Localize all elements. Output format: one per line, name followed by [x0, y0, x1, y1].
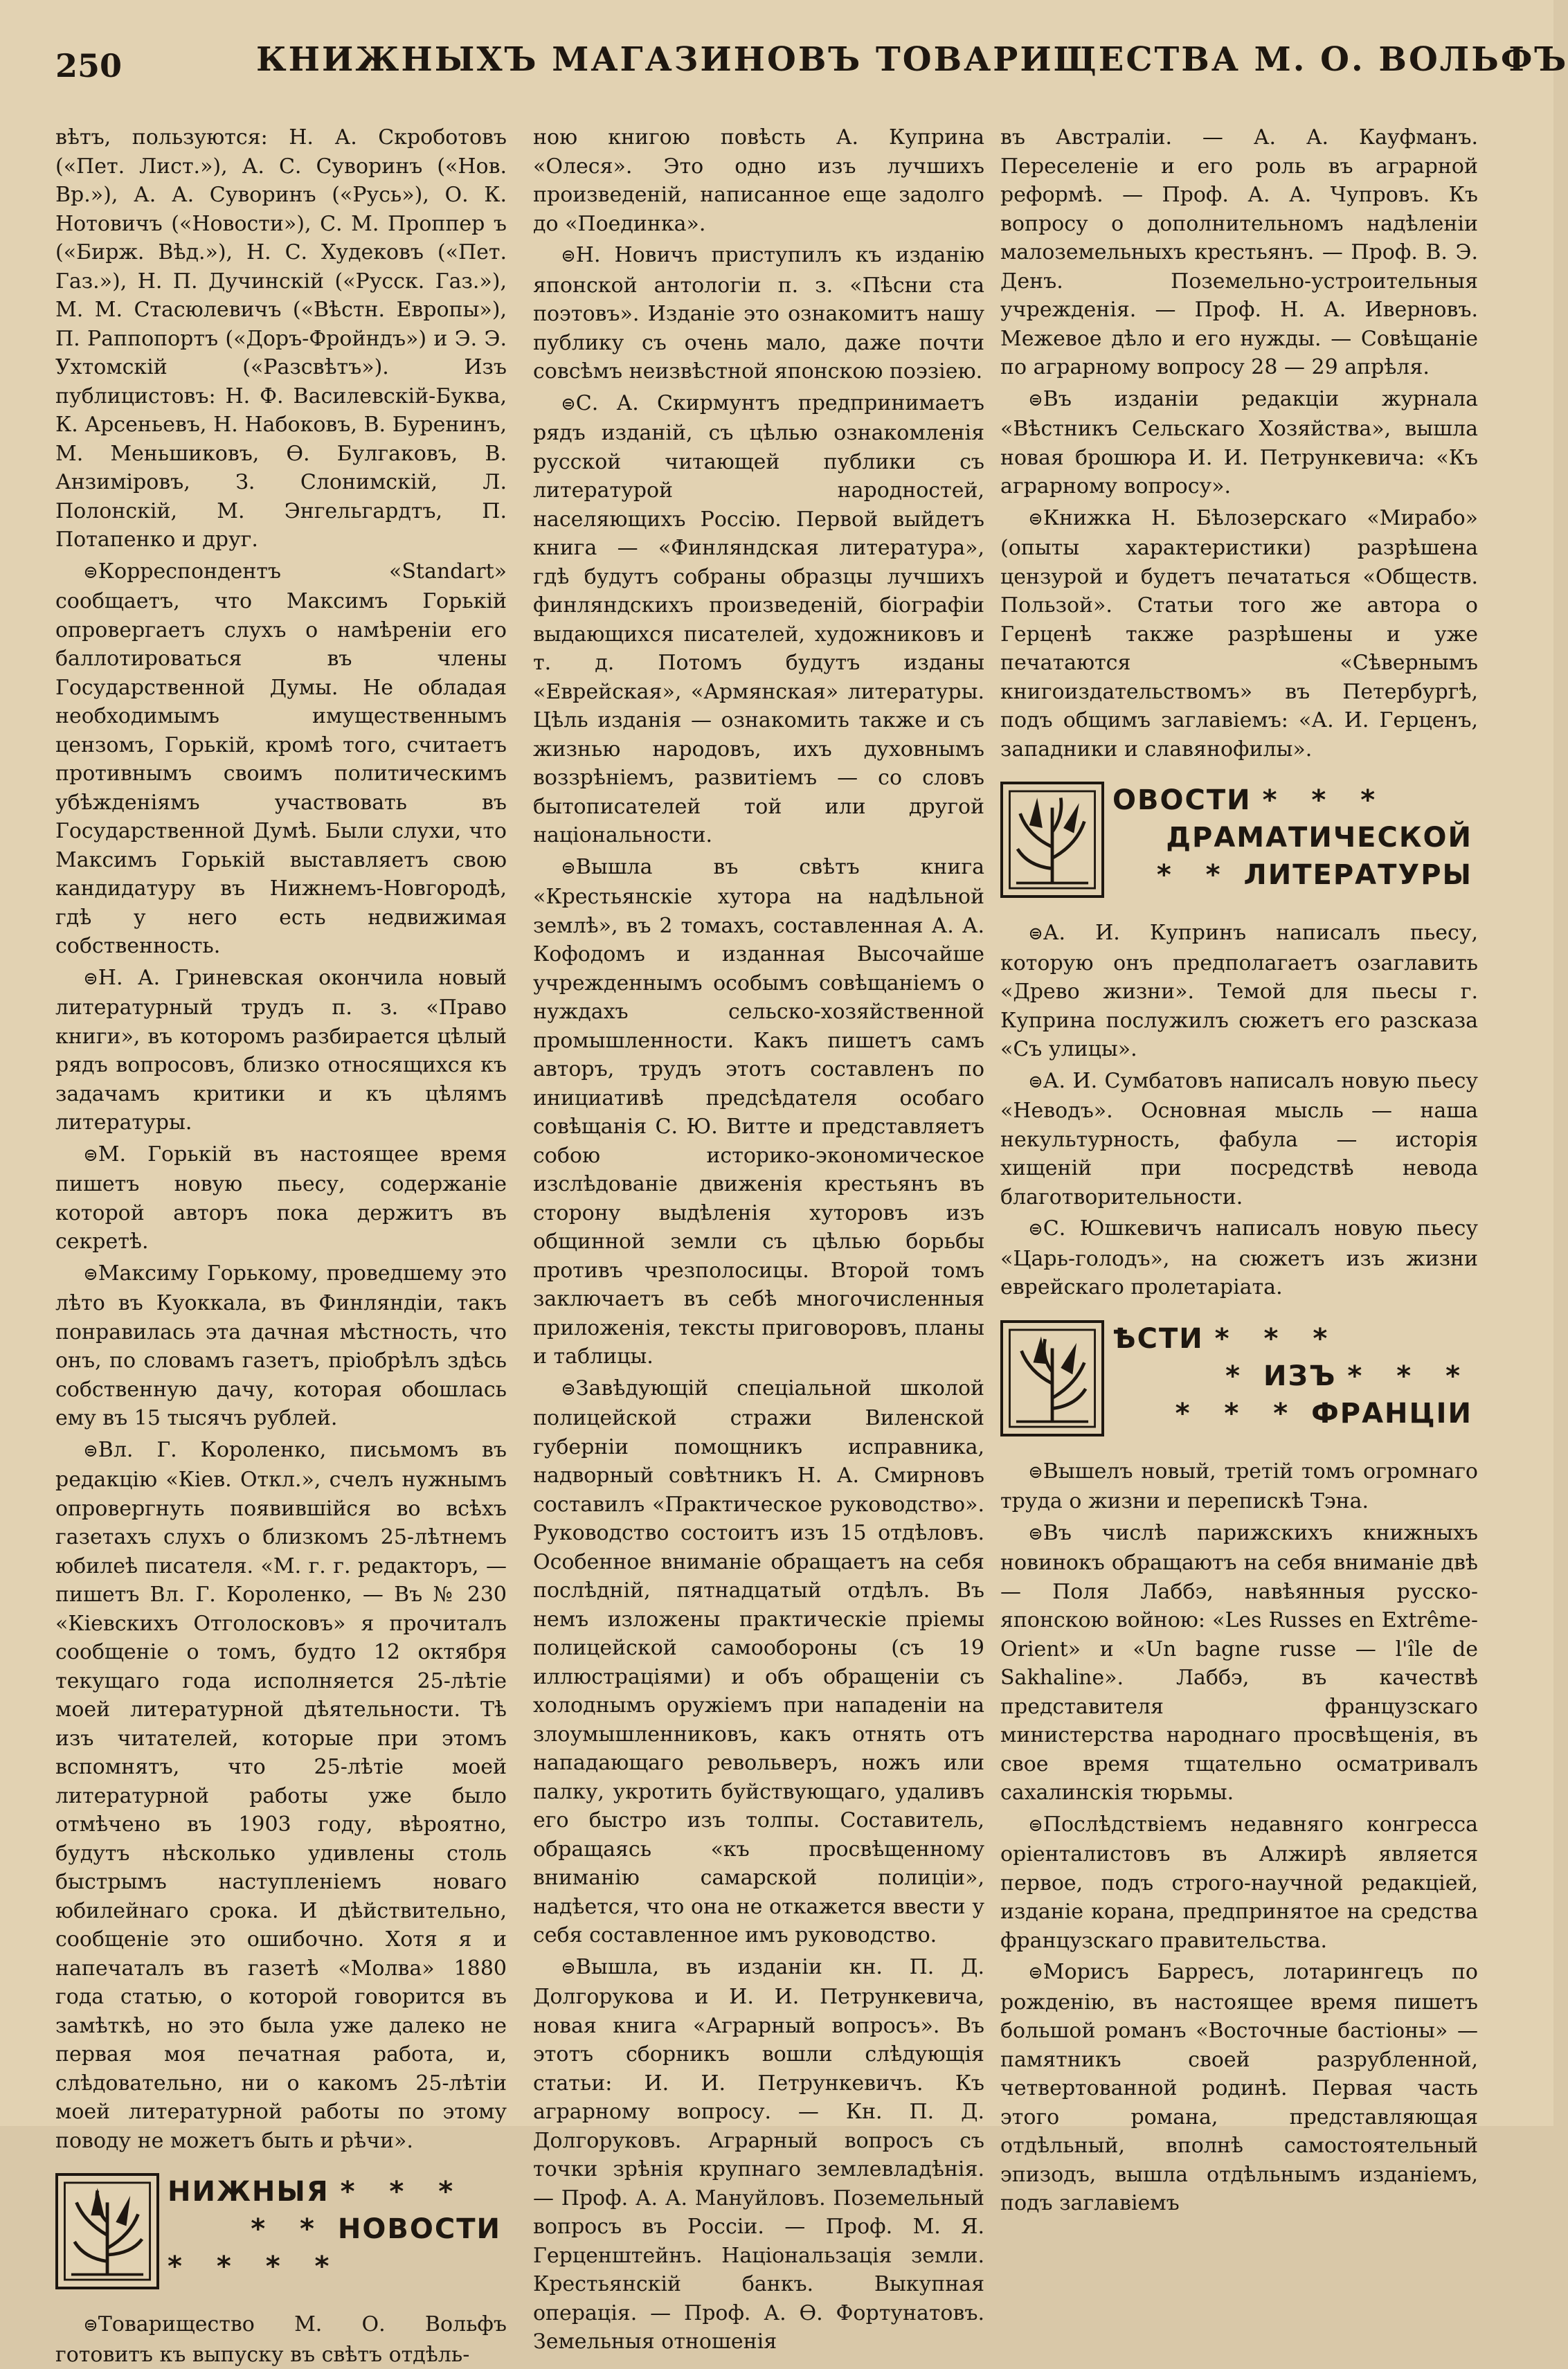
paragraph: ⊜ Вышла въ свѣтъ книга «Крестьянскіе хутора на надѣльной землѣ», въ 2 томахъ, составленная А. А. Кофодомъ и изданная Высочайше учрежденнымъ особымъ совѣщаніемъ о нуждахъ сельско-хозяйственной промышленности. Какъ пишетъ самъ авторъ, трудъ этотъ составленъ по инициативѣ предсѣдателя особаго совѣщанія С. Ю. Витте и представляетъ собою историко-экономическое изслѣдованіе движенія крестьянъ въ сторону выдѣленія хуторовъ изъ общинной земли съ цѣлью борьбы противъ чрезполосицы. Второй томъ заключаетъ въ себѣ многочисленныя приложенія, тексты приговоровъ, планы и таблицы. [533, 853, 984, 1371]
rubric-book-news [55, 2173, 507, 2289]
rubric-title [1104, 782, 1478, 898]
rubric-title [159, 2173, 507, 2289]
ornamental-initial-k [55, 2173, 159, 2289]
rubric-title [1104, 1320, 1478, 1436]
ornamental-initial-v [1000, 1320, 1104, 1436]
paragraph: ⊜ С. А. Скирмунтъ предпринимаетъ рядъ изданій, съ цѣлью ознакомленія русской читающей публики съ литературой народностей, населяющихъ Россію. Первой выйдетъ книга — «Финляндская литература», гдѣ будутъ собраны образцы лучшихъ финляндскихъ произведеній, біографіи выдающихся писателей, художниковъ и т. д. Потомъ будутъ изданы «Еврейская», «Армянская» литературы. Цѣль изданія — ознакомить также и съ жизнью народовъ, ихъ духовнымъ воззрѣніемъ, развитіемъ — со словъ бытописателей той или другой національности. [533, 389, 984, 850]
paragraph: ⊜ Вышла, въ изданіи кн. П. Д. Долгорукова и И. И. Петрункевича, новая книга «Аграрный вопросъ». Въ этотъ сборникъ вошли слѣдующія статьи: И. И. Петрункевичъ. Къ аграрному вопросу. — Кн. П. Д. Долгоруковъ. Аграрный вопросъ съ точки зрѣнія крупнаго землевладѣнія. — Проф. А. А. Мануйловъ. Поземельный вопросъ въ Россіи. — Проф. М. Я. Герценштейнъ. Національзація земли. Крестьянскій банкъ. Выкупная операція. — Проф. А. Ѳ. Фортунатовъ. Земельныя отношенія [533, 1953, 984, 2357]
rubric-word: ДРАМАТИЧЕСКОЙ [1166, 822, 1472, 854]
rubric-stars: * * * [1175, 1397, 1301, 1430]
paragraph: ⊜ Н. А. Гриневская окончила новый литературный трудъ п. з. «Право книги», въ которомъ разбирается цѣлый рядъ вопросовъ, близко относящихся къ задачамъ критики и къ цѣлямъ литературы. [55, 964, 507, 1137]
rubric-stars: * * * [1214, 1322, 1340, 1355]
running-title: КНИЖНЫХЪ МАГАЗИНОВЪ ТОВАРИЩЕСТВА М. О. ВОЛЬФЪ [256, 40, 1568, 79]
rubric-stars: * * [1156, 859, 1233, 891]
paragraph: ⊜ М. Горькій въ настоящее время пишетъ новую пьесу, содержаніе которой авторъ пока держитъ въ секретѣ. [55, 1140, 507, 1256]
paragraph: ⊜ А. И. Купринъ написалъ пьесу, которую онъ предполагаетъ озаглавить «Древо жизни». Темой для пьесы г. Куприна послужилъ сюжетъ его разсказа «Съ улицы». [1000, 919, 1478, 1064]
rubric-word: ИЗЪ [1263, 1360, 1337, 1392]
paragraph: ⊜ Вл. Г. Короленко, письмомъ въ редакцію «Кіев. Откл.», счелъ нужнымъ опровергнуть появившійся во всѣхъ газетахъ слухъ о близкомъ 25-лѣтнемъ юбилеѣ писателя. «М. г. г. редакторъ, — пишетъ Вл. Г. Короленко, — Въ № 230 «Кіевскихъ Отголосковъ» я прочиталъ сообщеніе о томъ, будто 12 октября текущаго года исполняется 25-лѣтіе моей литературной дѣятельности. Тѣ изъ читателей, которые при этомъ вспомнятъ, что 25-лѣтіе моей литературной работы уже было отмѣчено въ 1903 году, вѣроятно, будутъ нѣсколько удивлены столь быстрымъ наступленіемъ новаго юбилейнаго срока. И дѣйствительно, сообщеніе это ошибочно. Хотя я и напечаталъ въ газетѣ «Молва» 1880 года статью, о которой говорится въ замѣткѣ, но это была уже далеко не первая моя печатная работа, и, слѣдовательно, ни о какомъ 25-лѣтіи моей литературной работы по этому поводу не можетъ быть и рѣчи». [55, 1436, 507, 2156]
rubric-dramatic-news [1000, 782, 1478, 898]
page-header [55, 28, 1568, 104]
paragraph: ⊜ Послѣдствіемъ недавняго конгресса оріенталистовъ въ Алжирѣ является первое, подъ строго-научной редакціей, изданіе корана, предпринятое на средства французскаго правительства. [1000, 1810, 1478, 1956]
page-number: 250 [55, 47, 123, 84]
column-3 [1000, 123, 1478, 2215]
paragraph: ⊜ Морисъ Барресъ, лотарингецъ по рожденію, въ настоящее время пишетъ большой романъ «Восточные бастіоны» — памятникъ своей разрубленной, четвертованной родинѣ. Первая часть этого романа, представляющая отдѣльный, вполнѣ самостоятельный эпизодъ, вышла отдѣльнымъ изданіемъ, подъ заглавіемъ [1000, 1958, 1478, 2218]
rubric-word: НИЖНЫЯ [168, 2176, 330, 2208]
column-1 [55, 123, 507, 2367]
ornament-plant-icon [1003, 784, 1101, 895]
ornament-plant-icon [1003, 1323, 1101, 1434]
paragraph: ⊜ Завѣдующій спеціальной школой полицейской стражи Виленской губерніи помощникъ исправника, надворный совѣтникъ Н. А. Смирновъ составилъ «Практическое руководство». Руководство состоитъ изъ 15 отдѣловъ. Особенное вниманіе обращаетъ на себя послѣдній, пятнадцатый отдѣлъ. Въ немъ изложены практическіе пріемы полицейской самообороны (съ 19 иллюстраціями) и объ обращеніи съ холоднымъ оружіемъ при нападеніи на злоумышленниковъ, какъ отнять отъ нападающаго револьверъ, ножъ или палку, укротить буйствующаго, удаливъ его быстро изъ толпы. Составитель, обращаясь «къ просвѣщенному вниманію самарской полиціи», надѣется, что она не откажется ввести у себя составленное имъ руководство. [533, 1374, 984, 1950]
paragraph: въ Австраліи. — А. А. Кауфманъ. Переселеніе и его роль въ аграрной реформѣ. — Проф. А. А. Чупровъ. Къ вопросу о дополнительномъ надѣленіи малоземельныхъ крестьянъ. — Проф. В. Э. Денъ. Поземельно-устроительныя учрежденія. — Проф. Н. А. Иверновъ. Межевое дѣло и его нужды. — Совѣщаніе по аграрному вопросу 28 — 29 апрѣля. [1000, 125, 1478, 379]
paragraph: вѣтъ, пользуются: Н. А. Скроботовъ («Пет. Лист.»), А. С. Суворинъ («Нов. Вр.»), А. А. Суворинъ («Русь»), О. К. Нотовичъ («Новости»), С. М. Проппер ъ («Бирж. Вѣд.»), Н. С. Худековъ («Пет. Газ.»), Н. П. Дучинскій («Русск. Газ.»), М. М. Стасюлевичъ («Вѣстн. Европы»), П. Раппопортъ («Доръ-Фройндъ») и Э. Э. Ухтомскій («Разсвѣтъ»). Изъ публицистовъ: Н. Ф. Василевскій-Буква, К. Арсеньевъ, Н. Набоковъ, В. Буренинъ, М. Меньшиковъ, Ѳ. Булгаковъ, В. Анзиміровъ, З. Слонимскій, Л. Полонскій, М. Энгельгардтъ, П. Потапенко и друг. [55, 125, 507, 552]
rubric-word: ФРАНЦІИ [1311, 1397, 1472, 1430]
paragraph: ⊜ Корреспондентъ «Standart» сообщаетъ, что Максимъ Горькій опровергаетъ слухъ о намѣреніи его баллотироваться въ члены Государственной Думы. Не обладая необходимымъ имущественнымъ цензомъ, Горькій, кромѣ того, считаетъ противнымъ своимъ политическимъ убѣжденіямъ участвовать въ Государственной Думѣ. Были слухи, что Максимъ Горькій выставляетъ свою кандидатуру въ Нижнемъ-Новгородѣ, гдѣ у него есть недвижимая собственность. [55, 557, 507, 961]
paragraph: ⊜ Въ изданіи редакціи журнала «Вѣстникъ Сельскаго Хозяйства», вышла новая брошюра И. И. Петрункевича: «Къ аграрному вопросу». [1000, 385, 1478, 501]
rubric-stars: * * * [340, 2176, 466, 2208]
rubric-france-news [1000, 1320, 1478, 1436]
rubric-word: ѢСТИ [1112, 1322, 1204, 1355]
rubric-word: ЛИТЕРАТУРЫ [1243, 859, 1472, 891]
paragraph: ною книгою повѣсть А. Куприна «Олеся». Это одно изъ лучшихъ произведеній, написанное еще задолго до «Поединка». [533, 125, 984, 236]
paragraph: ⊜ Товарищество М. О. Вольфъ готовитъ къ выпуску въ свѣтъ отдѣль- [55, 2310, 507, 2369]
paragraph: ⊜ Вышелъ новый, третій томъ огромнаго труда о жизни и перепискѣ Тэна. [1000, 1457, 1478, 1516]
rubric-stars: * * * * [168, 2251, 342, 2282]
paragraph: ⊜ Н. Новичъ приступилъ къ изданію японской антологіи п. з. «Пѣсни ста поэтовъ». Изданіе это ознакомитъ нашу публику съ очень мало, даже почти совсѣмъ неизвѣстной японскою поэзіею. [533, 241, 984, 386]
ornamental-initial-n [1000, 782, 1104, 898]
column-2 [533, 123, 984, 2354]
rubric-stars: * * * [1262, 784, 1388, 816]
paragraph: ⊜ Книжка Н. Бѣлозерскаго «Мирабо» (опыты характеристики) разрѣшена цензурой и будетъ печататься «Обществ. Пользой». Статьи того же автора о Герценѣ также разрѣшены и уже печатаются «Сѣвернымъ книгоиздательствомъ» въ Петербургѣ, подъ общимъ заглавіемъ: «А. И. Герценъ, западники и славянофилы». [1000, 504, 1478, 764]
paragraph: ⊜ Въ числѣ парижскихъ книжныхъ новинокъ обращаютъ на себя вниманіе двѣ — Поля Лаббэ, навѣянныя русско-японскою войною: «Les Russes en Extrême-Orient» и «Un bagne russe — l'île de Sakhaline». Лаббэ, въ качествѣ представителя французскаго министерства народнаго просвѣщенія, въ свое время тщательно осматривалъ сахалинскія тюрьмы. [1000, 1519, 1478, 1808]
rubric-word: ОВОСТИ [1112, 784, 1252, 816]
rubric-stars: * * [251, 2213, 327, 2245]
paragraph: ⊜ С. Юшкевичъ написалъ новую пьесу «Царь-голодъ», на сюжетъ изъ жизни еврейскаго пролетаріата. [1000, 1214, 1478, 1302]
rubric-word: НОВОСТИ [337, 2213, 501, 2245]
ornament-plant-icon [58, 2176, 156, 2287]
paragraph: ⊜ Максиму Горькому, проведшему это лѣто въ Куоккала, въ Финляндіи, такъ понравилась эта дачная мѣстность, что онъ, по словамъ газетъ, пріобрѣлъ здѣсь собственную дачу, которая обошлась ему въ 15 тысячъ рублей. [55, 1259, 507, 1433]
rubric-stars: * [1225, 1360, 1253, 1392]
rubric-stars: * * * [1347, 1360, 1472, 1392]
paragraph: ⊜ А. И. Сумбатовъ написалъ новую пьесу «Неводъ». Основная мысль — наша некультурность, фабула — исторія хищеній при посредствѣ невода благотворительности. [1000, 1067, 1478, 1212]
